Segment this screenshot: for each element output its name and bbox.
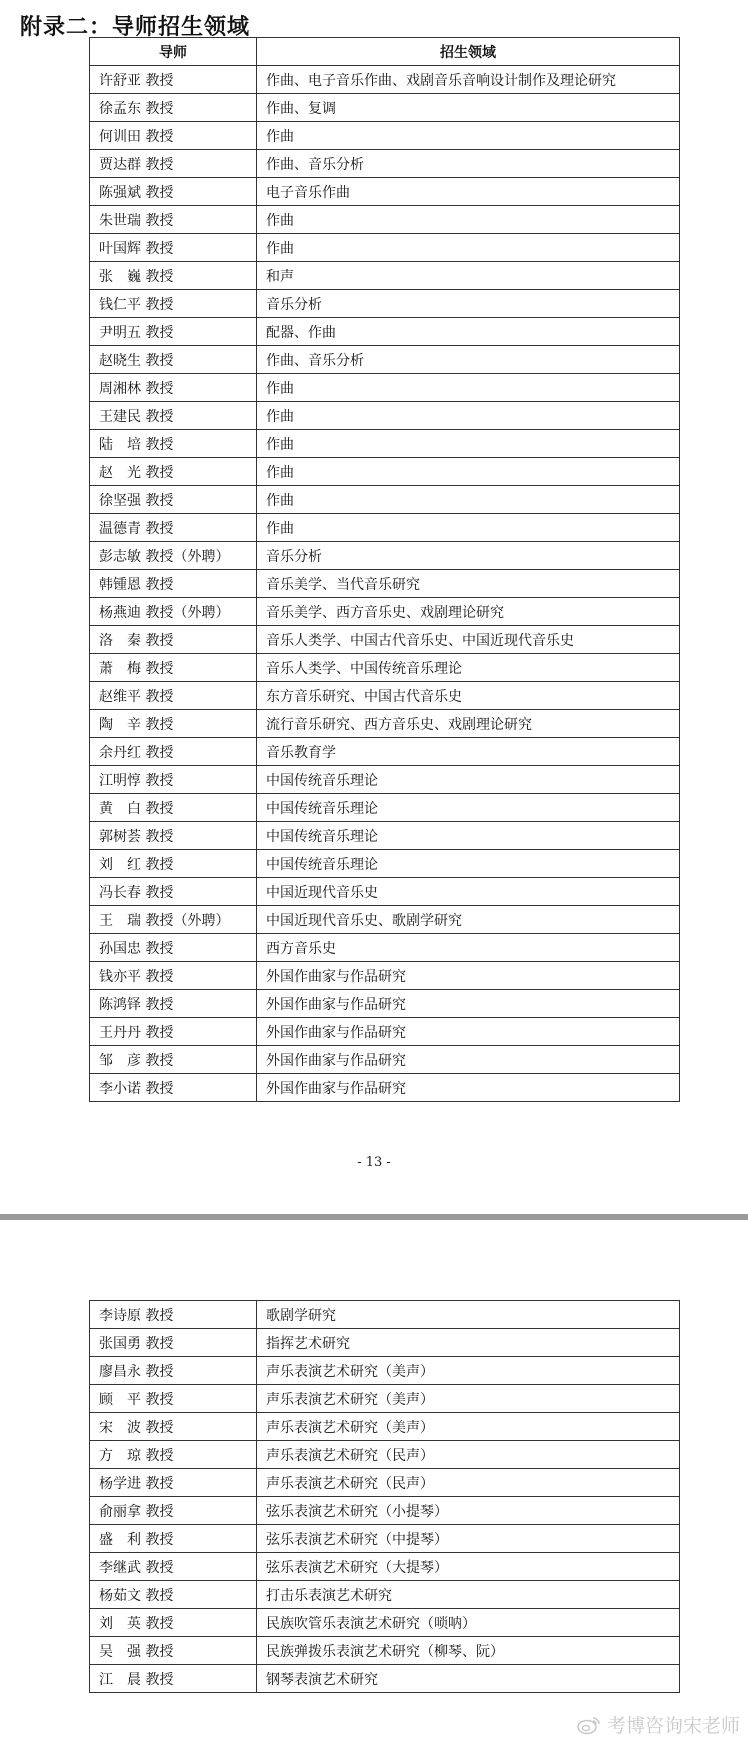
research-field: 中国传统音乐理论 (257, 794, 680, 822)
research-field: 东方音乐研究、中国古代音乐史 (257, 682, 680, 710)
table-row (90, 822, 680, 850)
research-field: 声乐表演艺术研究（民声） (257, 1469, 680, 1497)
table-row (90, 94, 680, 122)
research-field: 声乐表演艺术研究（民声） (257, 1441, 680, 1469)
page-title: 附录二：导师招生领域 (20, 15, 251, 40)
supervisor-name: 郭树荟 教授 (90, 822, 257, 850)
table-row (90, 290, 680, 318)
research-field: 西方音乐史 (257, 934, 680, 962)
supervisor-name: 江 晨 教授 (90, 1665, 257, 1693)
supervisor-name: 赵晓生 教授 (90, 346, 257, 374)
supervisor-name: 廖昌永 教授 (90, 1357, 257, 1385)
table-row (90, 1525, 680, 1553)
supervisor-name: 杨茹文 教授 (90, 1581, 257, 1609)
table-row (90, 514, 680, 542)
table-row (90, 1637, 680, 1665)
research-field: 声乐表演艺术研究（美声） (257, 1413, 680, 1441)
research-field: 外国作曲家与作品研究 (257, 1074, 680, 1102)
research-field: 民族弹拨乐表演艺术研究（柳琴、阮） (257, 1637, 680, 1665)
research-field: 音乐人类学、中国传统音乐理论 (257, 654, 680, 682)
research-field: 作曲 (257, 206, 680, 234)
supervisor-name: 周湘林 教授 (90, 374, 257, 402)
research-field: 音乐分析 (257, 290, 680, 318)
table-row (90, 234, 680, 262)
table-row (90, 1385, 680, 1413)
research-field: 作曲、复调 (257, 94, 680, 122)
supervisor-name: 张 巍 教授 (90, 262, 257, 290)
supervisor-name: 刘 红 教授 (90, 850, 257, 878)
research-field: 作曲 (257, 430, 680, 458)
supervisor-name: 方 琼 教授 (90, 1441, 257, 1469)
supervisor-name: 顾 平 教授 (90, 1385, 257, 1413)
supervisor-name: 陶 辛 教授 (90, 710, 257, 738)
table-row (90, 178, 680, 206)
table-row (90, 1357, 680, 1385)
supervisor-name: 盛 利 教授 (90, 1525, 257, 1553)
table-row (90, 150, 680, 178)
supervisor-name: 叶国辉 教授 (90, 234, 257, 262)
header-field: 招生领域 (257, 38, 680, 66)
table-row (90, 990, 680, 1018)
research-field: 中国近现代音乐史、歌剧学研究 (257, 906, 680, 934)
supervisor-name: 朱世瑞 教授 (90, 206, 257, 234)
research-field: 音乐美学、西方音乐史、戏剧理论研究 (257, 598, 680, 626)
table-row (90, 1018, 680, 1046)
research-field: 作曲、音乐分析 (257, 346, 680, 374)
header-supervisor: 导师 (90, 38, 257, 66)
research-field: 中国传统音乐理论 (257, 766, 680, 794)
research-field: 钢琴表演艺术研究 (257, 1665, 680, 1693)
supervisor-name: 宋 波 教授 (90, 1413, 257, 1441)
supervisor-name: 赵 光 教授 (90, 458, 257, 486)
research-field: 电子音乐作曲 (257, 178, 680, 206)
supervisor-name: 陆 培 教授 (90, 430, 257, 458)
table-row (90, 486, 680, 514)
research-field: 作曲 (257, 374, 680, 402)
table-row (90, 430, 680, 458)
supervisor-name: 韩锺恩 教授 (90, 570, 257, 598)
research-field: 作曲 (257, 402, 680, 430)
supervisor-name: 杨学进 教授 (90, 1469, 257, 1497)
research-field: 作曲 (257, 486, 680, 514)
research-field: 作曲、音乐分析 (257, 150, 680, 178)
research-field: 外国作曲家与作品研究 (257, 1018, 680, 1046)
table-row (90, 570, 680, 598)
table-row (90, 66, 680, 94)
research-field: 歌剧学研究 (257, 1301, 680, 1329)
table-row (90, 346, 680, 374)
supervisor-name: 杨燕迪 教授（外聘） (90, 598, 257, 626)
table-row (90, 402, 680, 430)
supervisor-name: 王丹丹 教授 (90, 1018, 257, 1046)
table-row (90, 1581, 680, 1609)
table-row (90, 1469, 680, 1497)
table-row (90, 654, 680, 682)
supervisor-name: 余丹红 教授 (90, 738, 257, 766)
table-row (90, 1074, 680, 1102)
table-row (90, 1609, 680, 1637)
table-row (90, 1497, 680, 1525)
supervisor-name: 陈强斌 教授 (90, 178, 257, 206)
supervisor-name: 彭志敏 教授（外聘） (90, 542, 257, 570)
research-field: 中国近现代音乐史 (257, 878, 680, 906)
table-row (90, 1046, 680, 1074)
supervisor-table-page-13 (89, 37, 680, 1102)
supervisor-name: 刘 英 教授 (90, 1609, 257, 1637)
research-field: 打击乐表演艺术研究 (257, 1581, 680, 1609)
supervisor-name: 冯长春 教授 (90, 878, 257, 906)
research-field: 音乐美学、当代音乐研究 (257, 570, 680, 598)
research-field: 民族吹管乐表演艺术研究（唢呐） (257, 1609, 680, 1637)
research-field: 指挥艺术研究 (257, 1329, 680, 1357)
supervisor-name: 孙国忠 教授 (90, 934, 257, 962)
table-row (90, 710, 680, 738)
research-field: 外国作曲家与作品研究 (257, 1046, 680, 1074)
supervisor-name: 徐孟东 教授 (90, 94, 257, 122)
research-field: 流行音乐研究、西方音乐史、戏剧理论研究 (257, 710, 680, 738)
supervisor-name: 徐坚强 教授 (90, 486, 257, 514)
table-row (90, 1441, 680, 1469)
table-row (90, 374, 680, 402)
page-number: - 13 - (357, 1155, 391, 1170)
table-row (90, 458, 680, 486)
table-row (90, 318, 680, 346)
table-row (90, 794, 680, 822)
table-row (90, 906, 680, 934)
research-field: 中国传统音乐理论 (257, 822, 680, 850)
supervisor-table-page-14 (89, 1300, 680, 1693)
supervisor-name: 邹 彦 教授 (90, 1046, 257, 1074)
supervisor-name: 吴 强 教授 (90, 1637, 257, 1665)
research-field: 声乐表演艺术研究（美声） (257, 1385, 680, 1413)
research-field: 中国传统音乐理论 (257, 850, 680, 878)
supervisor-name: 李小诺 教授 (90, 1074, 257, 1102)
table-row (90, 962, 680, 990)
table-header-row (90, 38, 680, 66)
table-body (90, 1301, 680, 1693)
supervisor-name: 尹明五 教授 (90, 318, 257, 346)
supervisor-name: 李诗原 教授 (90, 1301, 257, 1329)
research-field: 音乐人类学、中国古代音乐史、中国近现代音乐史 (257, 626, 680, 654)
supervisor-name: 江明惇 教授 (90, 766, 257, 794)
table-body (90, 66, 680, 1102)
table-row (90, 850, 680, 878)
supervisor-name: 钱亦平 教授 (90, 962, 257, 990)
supervisor-name: 王建民 教授 (90, 402, 257, 430)
supervisor-name: 洛 秦 教授 (90, 626, 257, 654)
table-row (90, 1413, 680, 1441)
supervisor-name: 赵维平 教授 (90, 682, 257, 710)
table-row (90, 1329, 680, 1357)
supervisor-name: 贾达群 教授 (90, 150, 257, 178)
supervisor-name: 陈鸿铎 教授 (90, 990, 257, 1018)
page-separator (0, 1214, 748, 1220)
table-row (90, 738, 680, 766)
table-row (90, 598, 680, 626)
research-field: 音乐分析 (257, 542, 680, 570)
table-row (90, 122, 680, 150)
supervisor-name: 李继武 教授 (90, 1553, 257, 1581)
research-field: 作曲 (257, 234, 680, 262)
table-row (90, 262, 680, 290)
supervisor-name: 王 瑞 教授（外聘） (90, 906, 257, 934)
supervisor-name: 钱仁平 教授 (90, 290, 257, 318)
research-field: 和声 (257, 262, 680, 290)
weibo-logo-icon (577, 1715, 601, 1735)
table-row (90, 878, 680, 906)
table-row (90, 766, 680, 794)
supervisor-name: 温德青 教授 (90, 514, 257, 542)
supervisor-name: 许舒亚 教授 (90, 66, 257, 94)
research-field: 外国作曲家与作品研究 (257, 962, 680, 990)
research-field: 配器、作曲 (257, 318, 680, 346)
supervisor-name: 黄 白 教授 (90, 794, 257, 822)
research-field: 弦乐表演艺术研究（中提琴） (257, 1525, 680, 1553)
watermark-text: 考博咨询宋老师 (606, 1715, 740, 1737)
research-field: 作曲 (257, 458, 680, 486)
table-row (90, 934, 680, 962)
table-row (90, 542, 680, 570)
supervisor-name: 俞丽拿 教授 (90, 1497, 257, 1525)
table-row (90, 1553, 680, 1581)
research-field: 弦乐表演艺术研究（大提琴） (257, 1553, 680, 1581)
supervisor-name: 何训田 教授 (90, 122, 257, 150)
table-row (90, 206, 680, 234)
table-row (90, 682, 680, 710)
research-field: 作曲 (257, 514, 680, 542)
research-field: 作曲、电子音乐作曲、戏剧音乐音响设计制作及理论研究 (257, 66, 680, 94)
research-field: 音乐教育学 (257, 738, 680, 766)
table-row (90, 626, 680, 654)
supervisor-name: 萧 梅 教授 (90, 654, 257, 682)
research-field: 弦乐表演艺术研究（小提琴） (257, 1497, 680, 1525)
research-field: 作曲 (257, 122, 680, 150)
supervisor-name: 张国勇 教授 (90, 1329, 257, 1357)
watermark (577, 1711, 740, 1738)
table-row (90, 1301, 680, 1329)
research-field: 外国作曲家与作品研究 (257, 990, 680, 1018)
table-row (90, 1665, 680, 1693)
research-field: 声乐表演艺术研究（美声） (257, 1357, 680, 1385)
